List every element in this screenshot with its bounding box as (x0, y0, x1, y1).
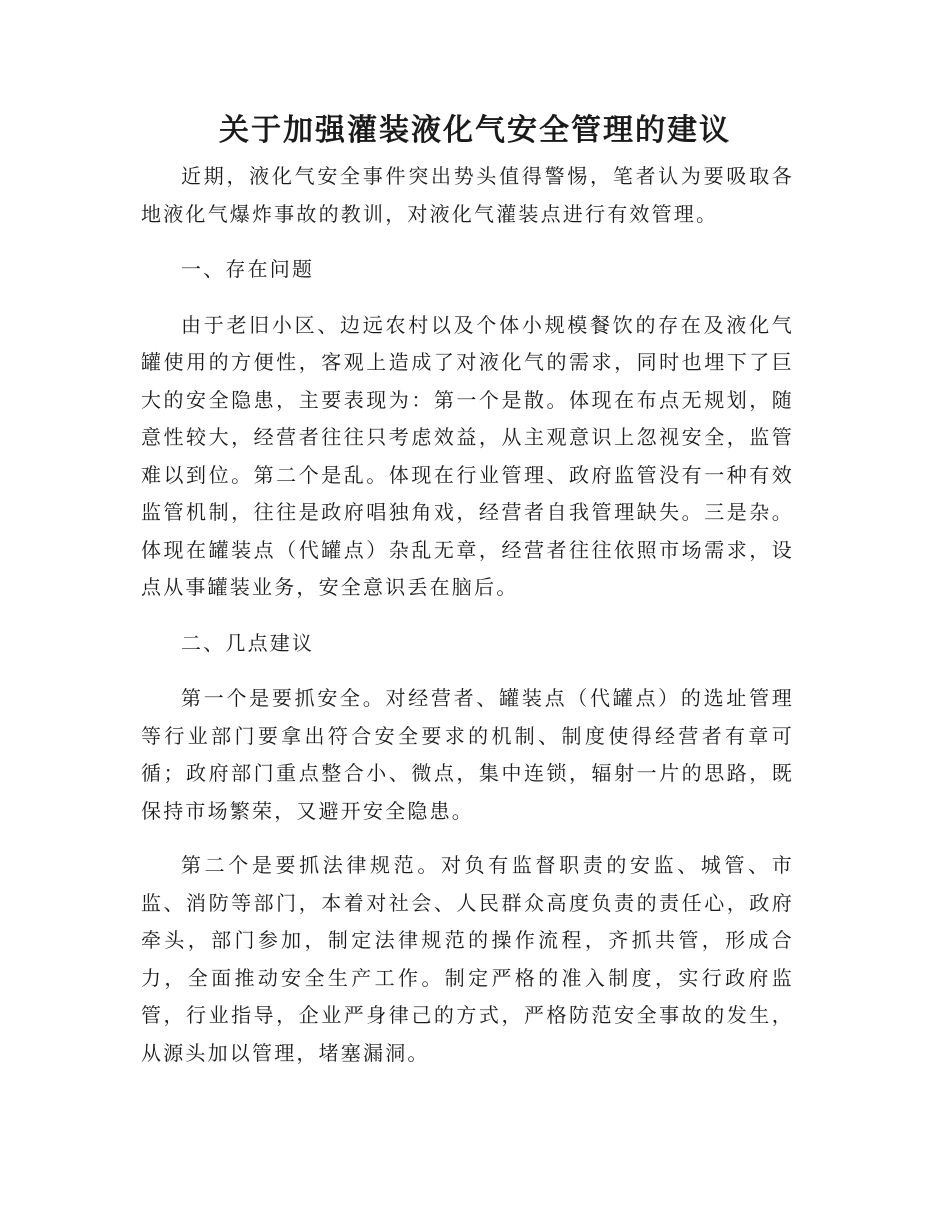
section-heading-suggestions: 二、几点建议 (181, 630, 315, 655)
problems-paragraph: 由于老旧小区、边远农村以及个体小规模餐饮的存在及液化气罐使用的方便性，客观上造成了对液化气的需求，同时也埋下了巨大的安全隐患，主要表现为：第一个是散。体现在布点无规划，随意性较大，经营者往往只考虑效益，从主观意识上忽视安全，监管难以到位。第二个是乱。体现在行业管理、政府监管没有一种有效监管机制，往往是政府唱独角戏，经营者自我管理缺失。三是杂。体现在罐装点（代罐点）杂乱无章，经营者往往依照市场需求，设点从事罐装业务，安全意识丢在脑后。 (141, 312, 794, 599)
suggestion-paragraph-safety: 第一个是要抓安全。对经营者、罐装点（代罐点）的选址管理等行业部门要拿出符合安全要求的机制、制度使得经营者有章可循；政府部门重点整合小、微点，集中连锁，辐射一片的思路，既保持市场繁荣，又避开安全隐患。 (141, 686, 794, 823)
suggestion-paragraph-law: 第二个是要抓法律规范。对负有监督职责的安监、城管、市监、消防等部门，本着对社会、人民群众高度负责的责任心，政府牵头，部门参加，制定法律规范的操作流程，齐抓共管，形成合力，全面推动安全生产工作。制定严格的准入制度，实行政府监管，行业指导，企业严身律己的方式，严格防范安全事故的发生，从源头加以管理，堵塞漏洞。 (141, 853, 794, 1065)
spacer (141, 830, 794, 847)
spacer (141, 233, 794, 251)
spacer (141, 607, 794, 625)
spacer (141, 662, 794, 680)
section-heading-problems: 一、存在问题 (181, 257, 315, 281)
document-title: 关于加强灌装液化气安全管理的建议 (219, 113, 731, 148)
spacer (141, 289, 794, 307)
intro-paragraph: 近期，液化气安全事件突出势头值得警惕，笔者认为要吸取各地液化气爆炸事故的教训，对液化气灌装点进行有效管理。 (141, 164, 794, 226)
